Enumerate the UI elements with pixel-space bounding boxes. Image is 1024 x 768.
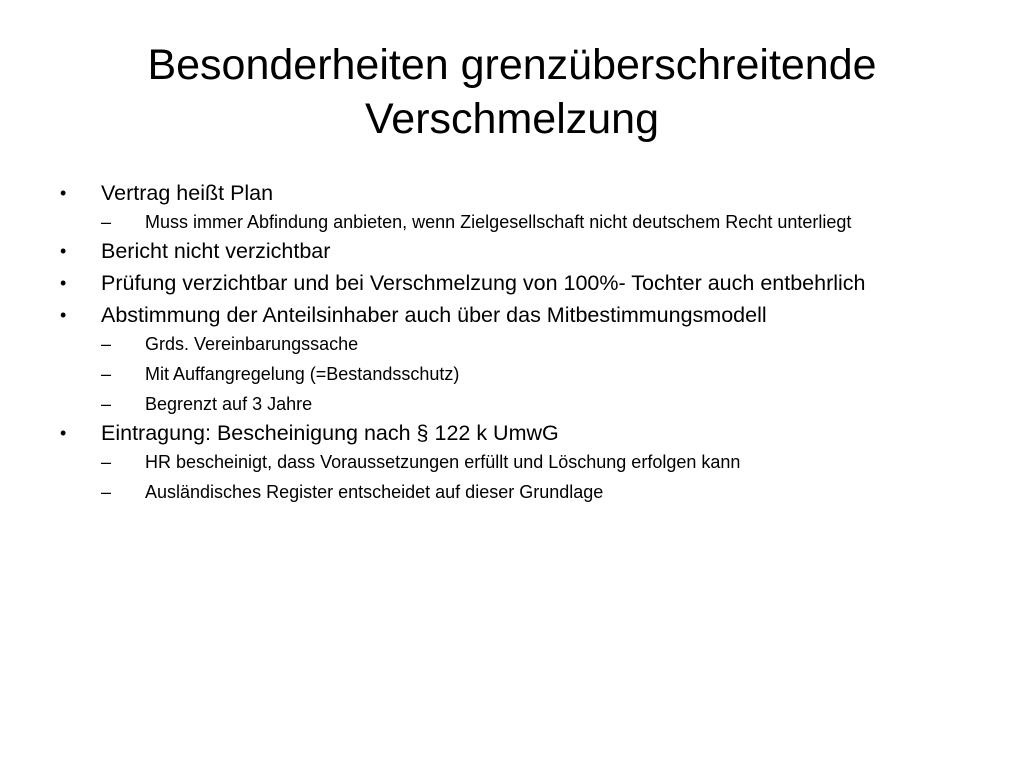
bullet-item	[60, 270, 940, 297]
bullet-text: Abstimmung der Anteilsinhaber auch über das Mitbestimmungsmodell	[101, 303, 767, 327]
sub-bullet-text: HR bescheinigt, dass Voraussetzungen erfüllt und Löschung erfolgen kann	[145, 452, 741, 472]
bullet-list	[60, 180, 940, 508]
bullet-icon: •	[60, 305, 67, 325]
bullet-icon: •	[60, 273, 67, 293]
sub-bullet-text: Mit Auffangregelung (=Bestandsschutz)	[145, 364, 460, 384]
bullet-icon: •	[60, 183, 67, 203]
sub-bullet-item	[101, 393, 940, 415]
dash-icon: –	[101, 394, 112, 414]
dash-icon: –	[101, 452, 112, 472]
bullet-item	[60, 180, 940, 233]
bullet-icon: •	[60, 241, 67, 261]
bullet-item	[60, 302, 940, 415]
bullet-text: Vertrag heißt Plan	[101, 181, 274, 205]
sub-bullet-item	[101, 481, 940, 503]
dash-icon: –	[101, 212, 112, 232]
sub-bullet-text: Muss immer Abfindung anbieten, wenn Zielgesellschaft nicht deutschem Recht unterliegt	[145, 212, 852, 232]
bullet-icon: •	[60, 423, 67, 443]
sub-bullet-item	[101, 333, 940, 355]
dash-icon: –	[101, 364, 112, 384]
sub-bullet-list	[101, 333, 940, 415]
bullet-text: Eintragung: Bescheinigung nach § 122 k UmwG	[101, 421, 559, 445]
sub-bullet-item	[101, 363, 940, 385]
sub-bullet-text: Grds. Vereinbarungssache	[145, 334, 359, 354]
sub-bullet-item	[101, 211, 940, 233]
dash-icon: –	[101, 482, 112, 502]
sub-bullet-list	[101, 211, 940, 233]
dash-icon: –	[101, 334, 112, 354]
bullet-item	[60, 420, 940, 503]
bullet-item	[60, 238, 940, 265]
bullet-text: Prüfung verzichtbar und bei Verschmelzung von 100%- Tochter auch entbehrlich	[101, 271, 866, 295]
sub-bullet-text: Begrenzt auf 3 Jahre	[145, 394, 313, 414]
sub-bullet-text: Ausländisches Register entscheidet auf dieser Grundlage	[145, 482, 604, 502]
bullet-text: Bericht nicht verzichtbar	[101, 239, 331, 263]
sub-bullet-item	[101, 451, 940, 473]
sub-bullet-list	[101, 451, 940, 503]
slide-title: Besonderheiten grenzüberschreitende Verschmelzung	[147, 41, 877, 143]
